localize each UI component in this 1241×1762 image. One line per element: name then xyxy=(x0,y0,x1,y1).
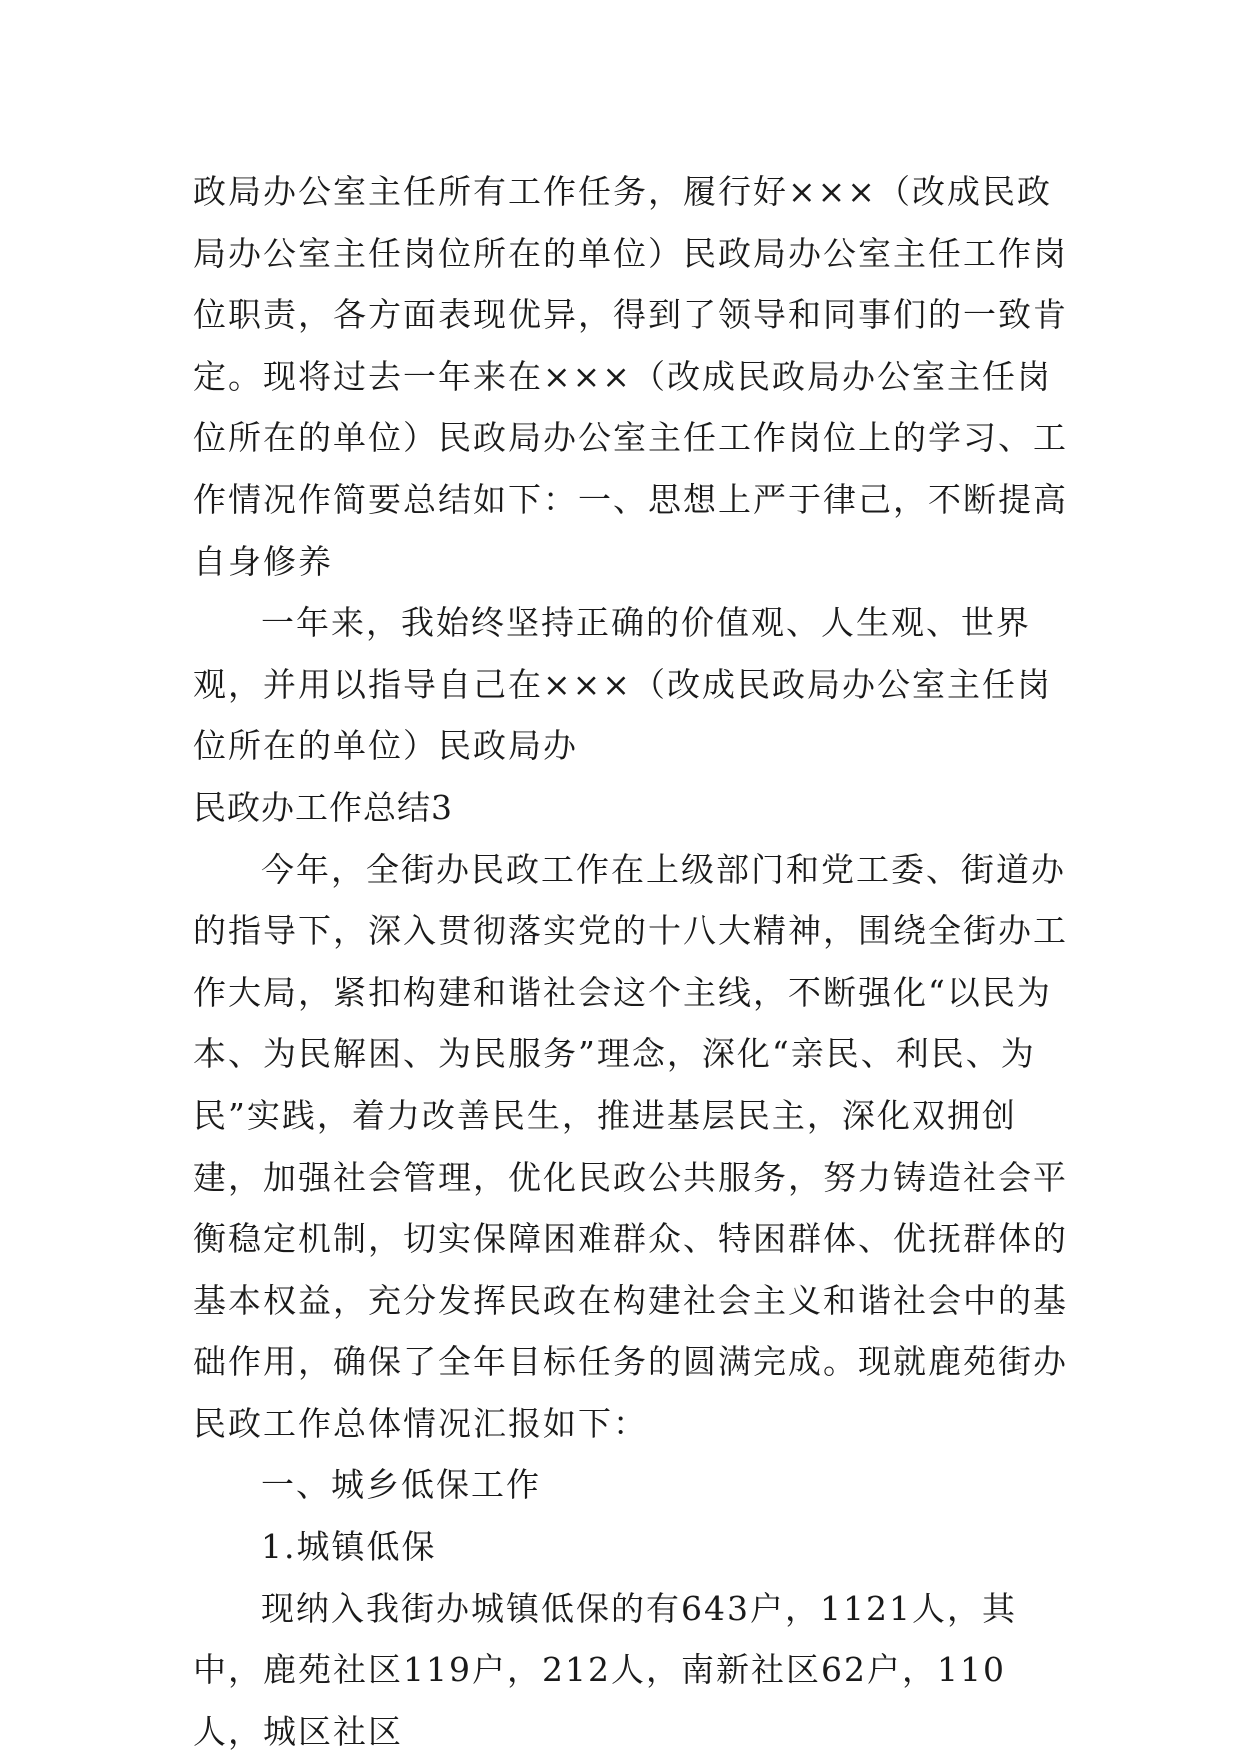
paragraph-carryover: 政局办公室主任所有工作任务，履行好×××（改成民政局办公室主任岗位所在的单位）民政局办公室主任工作岗位职责，各方面表现优异，得到了领导和同事们的一致肯定。现将过去一年来在×××（改成民政局办公室主任岗位所在的单位）民政局办公室主任工作岗位上的学习、工作情况作简要总结如下：一、思想上严于律己，不断提高自身修养 xyxy=(193,172,1068,581)
document-heading: 民政办工作总结3 xyxy=(193,787,453,827)
paragraph-urban-stats: 现纳入我街办城镇低保的有643户，1121人，其中，鹿苑社区119户，212人，南新社区62户，110人，城区社区 xyxy=(193,1588,1017,1751)
section-heading-low-income: 一、城乡低保工作 xyxy=(261,1465,541,1505)
paragraph-overview: 今年，全街办民政工作在上级部门和党工委、街道办的指导下，深入贯彻落实党的十八大精神，围绕全街办工作大局，紧扣构建和谐社会这个主线，不断强化“以民为本、为民解困、为民服务”理念，深化“亲民、利民、为民”实践，着力改善民生，推进基层民主，深化双拥创建，加强社会管理，优化民政公共服务，努力铸造社会平衡稳定机制，切实保障困难群众、特困群体、优抚群体的基本权益，充分发挥民政在构建社会主义和谐社会中的基础作用，确保了全年目标任务的圆满完成。现就鹿苑街办民政工作总体情况汇报如下： xyxy=(193,849,1068,1443)
paragraph-ideology: 一年来，我始终坚持正确的价值观、人生观、世界观，并用以指导自己在×××（改成民政局办公室主任岗位所在的单位）民政局办 xyxy=(193,603,1052,766)
document-body xyxy=(193,161,1073,1762)
subsection-heading-urban: 1.城镇低保 xyxy=(261,1527,437,1567)
